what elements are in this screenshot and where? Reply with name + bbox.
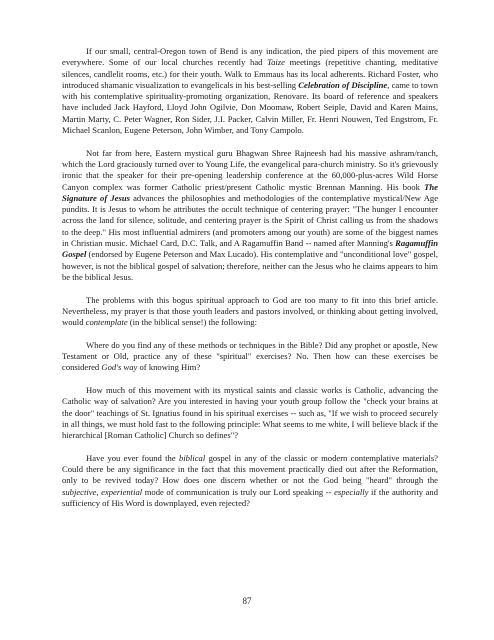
paragraph-2: Not far from here, Eastern mystical guru Bhagwan Shree Rajneesh had his massive ashram/ranch, which the Lord graciously turned over to Young Life, the evangelical para-church ministry. So it's grievously ironic that the speaker for their pre-opening leadership conference at the 60,000-plus-acres Wild Horse Canyon complex was former Catholic priest/present Catholic mystic Brennan Manning. His book The Signature of Jesus advances the philosophies and methodologies of the contemplative mystical/New Age pundits. It is Jesus to whom he attributes the occult technique of centering prayer: "The hunger I encounter across the land for silence, solitude, and centering prayer is the Spirit of Christ calling us from the shadows to the deep." His most influential admirers (and promoters among our youth) are some of the biggest names in Christian music. Michael Card, D.C. Talk, and A Ragamuffin Band -- named after Manning's Ragamuffin Gospel (endorsed by Eugene Peterson and Max Lucado). His contemplative and "unconditional love" gospel, however, is not the biblical gospel of salvation; therefore, neither can the Jesus who he claims appears to him be the biblical Jesus. [62,147,439,282]
article-body [62,46,438,520]
emphasized-text: God's way [101,362,138,373]
paragraph-4: Where do you find any of these methods or techniques in the Bible? Did any prophet or apostle, New Testament or Old, practice any of these "spiritual" exercises? No. Then how can these exercises be considered God's way of knowing Him? [62,339,438,373]
emphasized-text: Taize [267,57,285,68]
paragraph-6: Have you ever found the biblical gospel in any of the classic or modern contemplative materials? Could there be any significance in the fact that this movement practically died out after the Reformation, only to be revived today? How does one discern whether or not the God being "heard" through the subjective, experiential mode of communication is truly our Lord speaking -- especially if the authority and sufficiency of His Word is downplayed, even rejected? [62,452,438,508]
paragraph-3: The problems with this bogus spiritual approach to God are too many to fit into this brief article. Nevertheless, my prayer is that those youth leaders and pastors involved, or thinking about getting involved, would contemplate (in the biblical sense!) the following: [62,294,438,328]
page-number: 87 [242,596,252,606]
emphasized-text: The Signature of Jesus [62,181,438,203]
paragraph-5: How much of this movement with its mystical saints and classic works is Catholic, advancing the Catholic way of salvation? Are you interested in having your youth group follow the "check your brains at the door" teachings of St. Ignatius found in his spiritual exercises -- such as, "If we wish to proceed securely in all things, we must hold fast to the following principle: What seems to me white, I will believe black if the hierarchical [Roman Catholic] Church so defines"? [62,384,438,441]
emphasized-text: contemplate [85,317,128,328]
emphasized-text: especially [334,486,369,497]
emphasized-text: biblical [178,452,206,463]
emphasized-text: subjective, experiential [62,486,143,497]
emphasized-text: Celebration of Discipline [298,79,388,90]
emphasized-text: Ragamuffin Gospel [62,238,438,260]
paragraph-1: If our small, central-Oregon town of Bend is any indication, the pied pipers of this movement are everywhere. Some of our local churches recently had Taize meetings (repetitive chanting, meditative silences, candlelit rooms, etc.) for their youth. Walk to Emmaus has its local adherents. Richard Foster, who introduced shamanic visualization to evangelicals in his best-selling Celebration of Discipline, came to town with his contemplative spirituality-promoting organization, Renovare. Its board of reference and speakers have included Jack Hayford, Lloyd John Ogilvie, Don Moomaw, Robert Seiple, David and Karen Mains, Martin Marty, C. Peter Wagner, Ron Sider, J.I. Packer, Calvin Miller, Fr. Henri Nouwen, Ted Engstrom, Fr. Michael Scanlon, Eugene Peterson, John Wimber, and Tony Campolo. [62,46,438,136]
